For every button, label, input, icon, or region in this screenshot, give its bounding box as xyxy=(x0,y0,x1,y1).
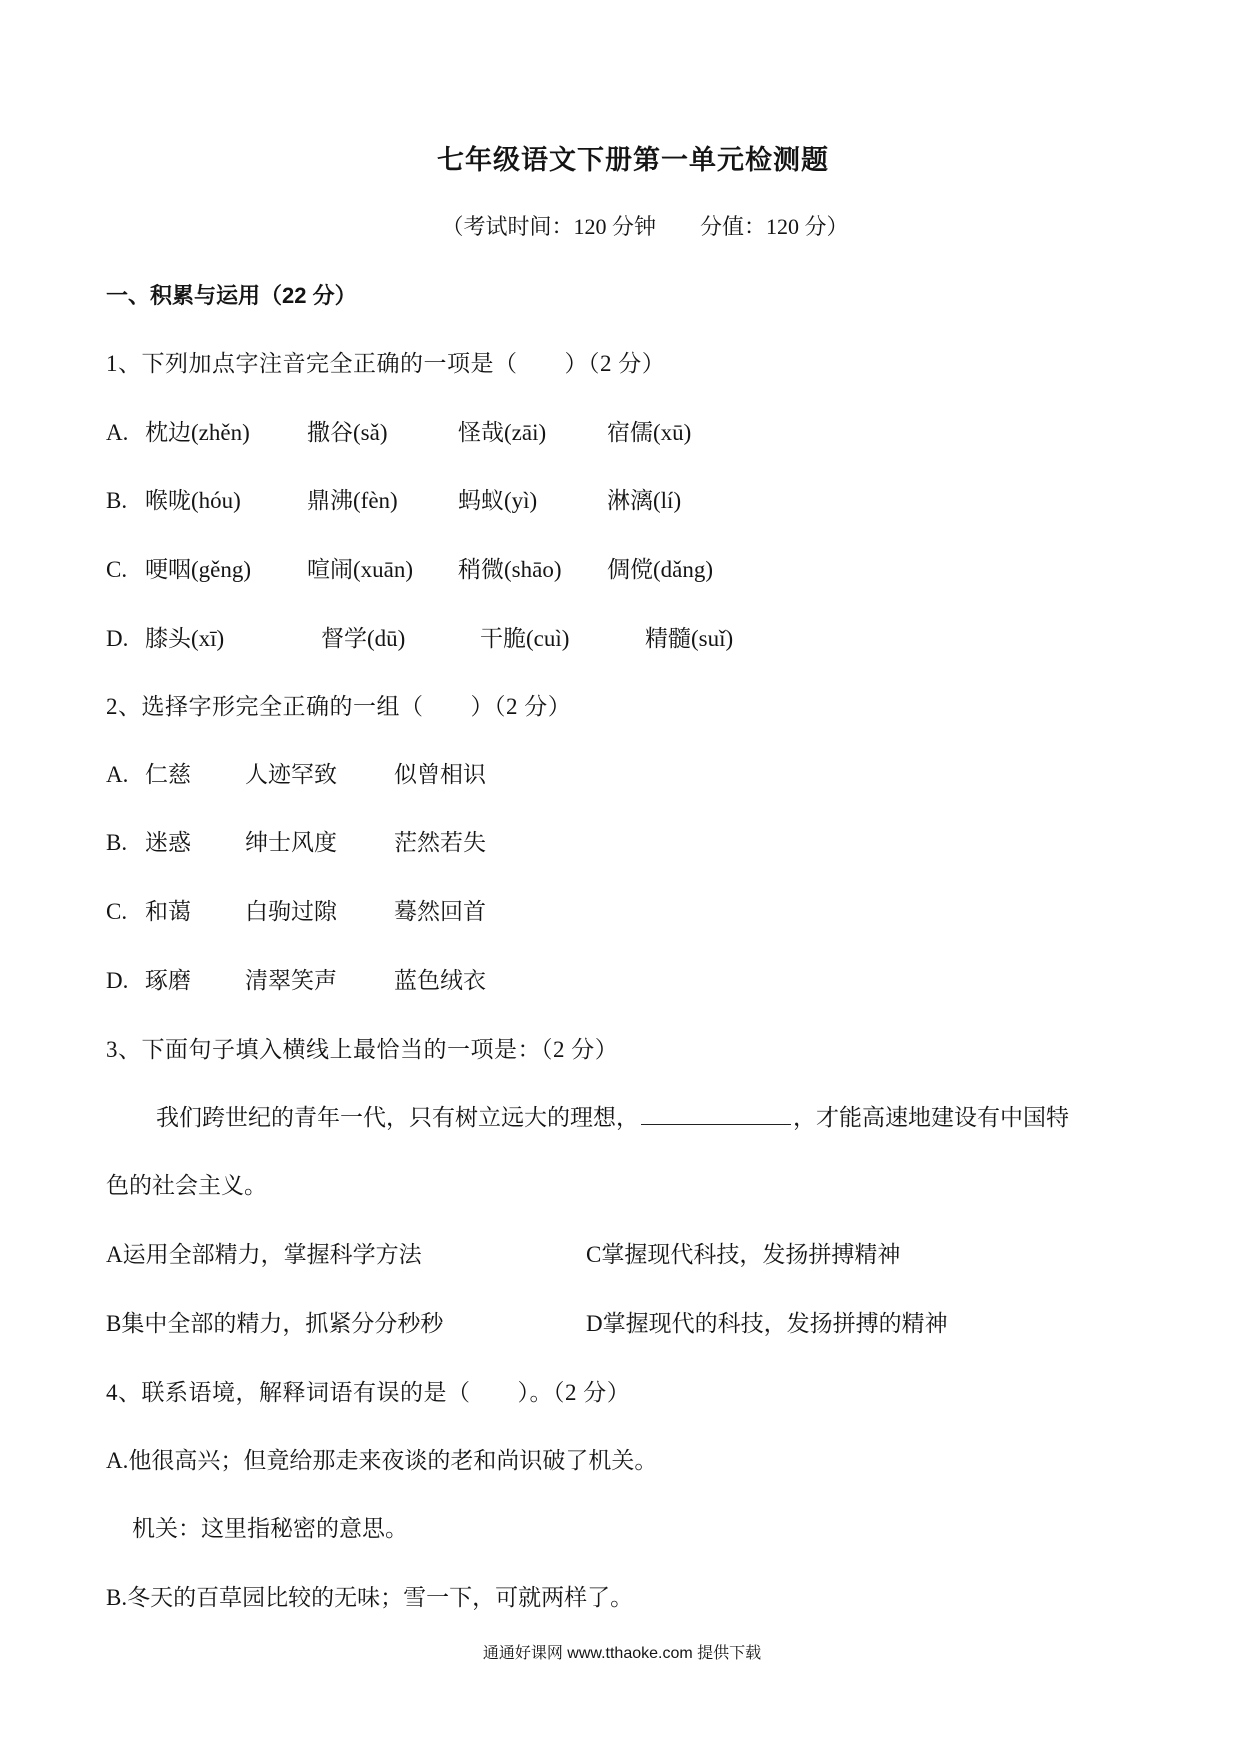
q3-option-c: C掌握现代科技，发扬拼搏精神 xyxy=(586,1242,901,1267)
q2-option-d xyxy=(0,968,1240,994)
q1-option-c xyxy=(0,557,1240,583)
question-2-stem: 2、选择字形完全正确的一组（ ）（2 分） xyxy=(106,694,572,719)
option-item: 倜傥(dǎng) xyxy=(607,557,714,582)
q1-option-d xyxy=(0,626,1240,652)
q3-sentence xyxy=(156,1104,1069,1131)
section-heading: 一、积累与运用（22 分） xyxy=(106,283,357,308)
option-item: 仁慈 xyxy=(145,762,191,787)
q1-option-a xyxy=(0,420,1240,446)
option-item: 蓝色绒衣 xyxy=(394,968,486,993)
page-title: 七年级语文下册第一单元检测题 xyxy=(437,145,829,175)
question-1-stem: 1、下列加点字注音完全正确的一项是（ ）（2 分） xyxy=(106,351,666,376)
option-label: C. xyxy=(106,557,128,582)
option-item: 干脆(cuì) xyxy=(480,626,570,651)
option-item: 人迹罕致 xyxy=(245,762,337,787)
option-label: D. xyxy=(106,968,129,993)
option-item: 喧闹(xuān) xyxy=(307,557,414,582)
option-item: 迷惑 xyxy=(145,830,191,855)
option-item: 琢磨 xyxy=(145,968,191,993)
option-label: B. xyxy=(106,488,128,513)
option-label: B. xyxy=(106,830,128,855)
option-item: 膝头(xī) xyxy=(145,626,225,651)
option-item: 鼎沸(fèn) xyxy=(307,488,398,513)
q4-option-b: B.冬天的百草园比较的无味；雪一下，可就两样了。 xyxy=(106,1585,634,1610)
page-footer: 通通好课网 www.tthaoke.com 提供下载 xyxy=(482,1645,762,1662)
q1-option-b xyxy=(0,488,1240,514)
q3-options-row-2 xyxy=(0,1311,1240,1337)
option-item: 喉咙(hóu) xyxy=(145,488,241,513)
q3-option-d: D掌握现代的科技，发扬拼搏的精神 xyxy=(586,1311,948,1336)
option-item: 白驹过隙 xyxy=(245,899,337,924)
q2-option-a xyxy=(0,762,1240,788)
q3-options-row-1 xyxy=(0,1242,1240,1268)
sentence-text: ，才能高速地建设有中国特 xyxy=(793,1105,1069,1130)
option-item: 精髓(suǐ) xyxy=(645,626,734,651)
q3-sentence-continued: 色的社会主义。 xyxy=(106,1173,267,1198)
option-item: 稍微(shāo) xyxy=(458,557,562,582)
option-item: 似曾相识 xyxy=(394,762,486,787)
question-4-stem: 4、联系语境，解释词语有误的是（ ）。（2 分） xyxy=(106,1380,631,1405)
option-label: A. xyxy=(106,762,129,787)
option-item: 淋漓(lí) xyxy=(607,488,682,513)
option-item: 宿儒(xū) xyxy=(607,420,692,445)
sentence-text: 我们跨世纪的青年一代，只有树立远大的理想， xyxy=(156,1105,639,1130)
q3-option-b: B集中全部的精力，抓紧分分秒秒 xyxy=(106,1311,444,1336)
option-item: 督学(dū) xyxy=(321,626,406,651)
option-item: 蚂蚁(yì) xyxy=(458,488,538,513)
q4-option-a-note: 机关：这里指秘密的意思。 xyxy=(132,1516,408,1541)
option-item: 清翠笑声 xyxy=(245,968,337,993)
option-item: 绅士风度 xyxy=(245,830,337,855)
q2-option-c xyxy=(0,899,1240,925)
option-label: A. xyxy=(106,420,129,445)
q2-option-b xyxy=(0,830,1240,856)
option-item: 蓦然回首 xyxy=(394,899,486,924)
option-item: 枕边(zhěn) xyxy=(145,420,250,445)
option-item: 茫然若失 xyxy=(394,830,486,855)
exam-info: （考试时间：120 分钟 分值：120 分） xyxy=(441,214,849,239)
option-label: C. xyxy=(106,899,128,924)
fill-blank xyxy=(641,1104,791,1125)
option-label: D. xyxy=(106,626,129,651)
option-item: 哽咽(gěng) xyxy=(145,557,252,582)
option-item: 撒谷(sǎ) xyxy=(307,420,388,445)
q3-option-a: A运用全部精力，掌握科学方法 xyxy=(106,1242,422,1267)
option-item: 怪哉(zāi) xyxy=(458,420,547,445)
question-3-stem: 3、下面句子填入横线上最恰当的一项是：（2 分） xyxy=(106,1037,619,1062)
q4-option-a: A.他很高兴；但竟给那走来夜谈的老和尚识破了机关。 xyxy=(106,1448,658,1473)
option-item: 和蔼 xyxy=(145,899,191,924)
